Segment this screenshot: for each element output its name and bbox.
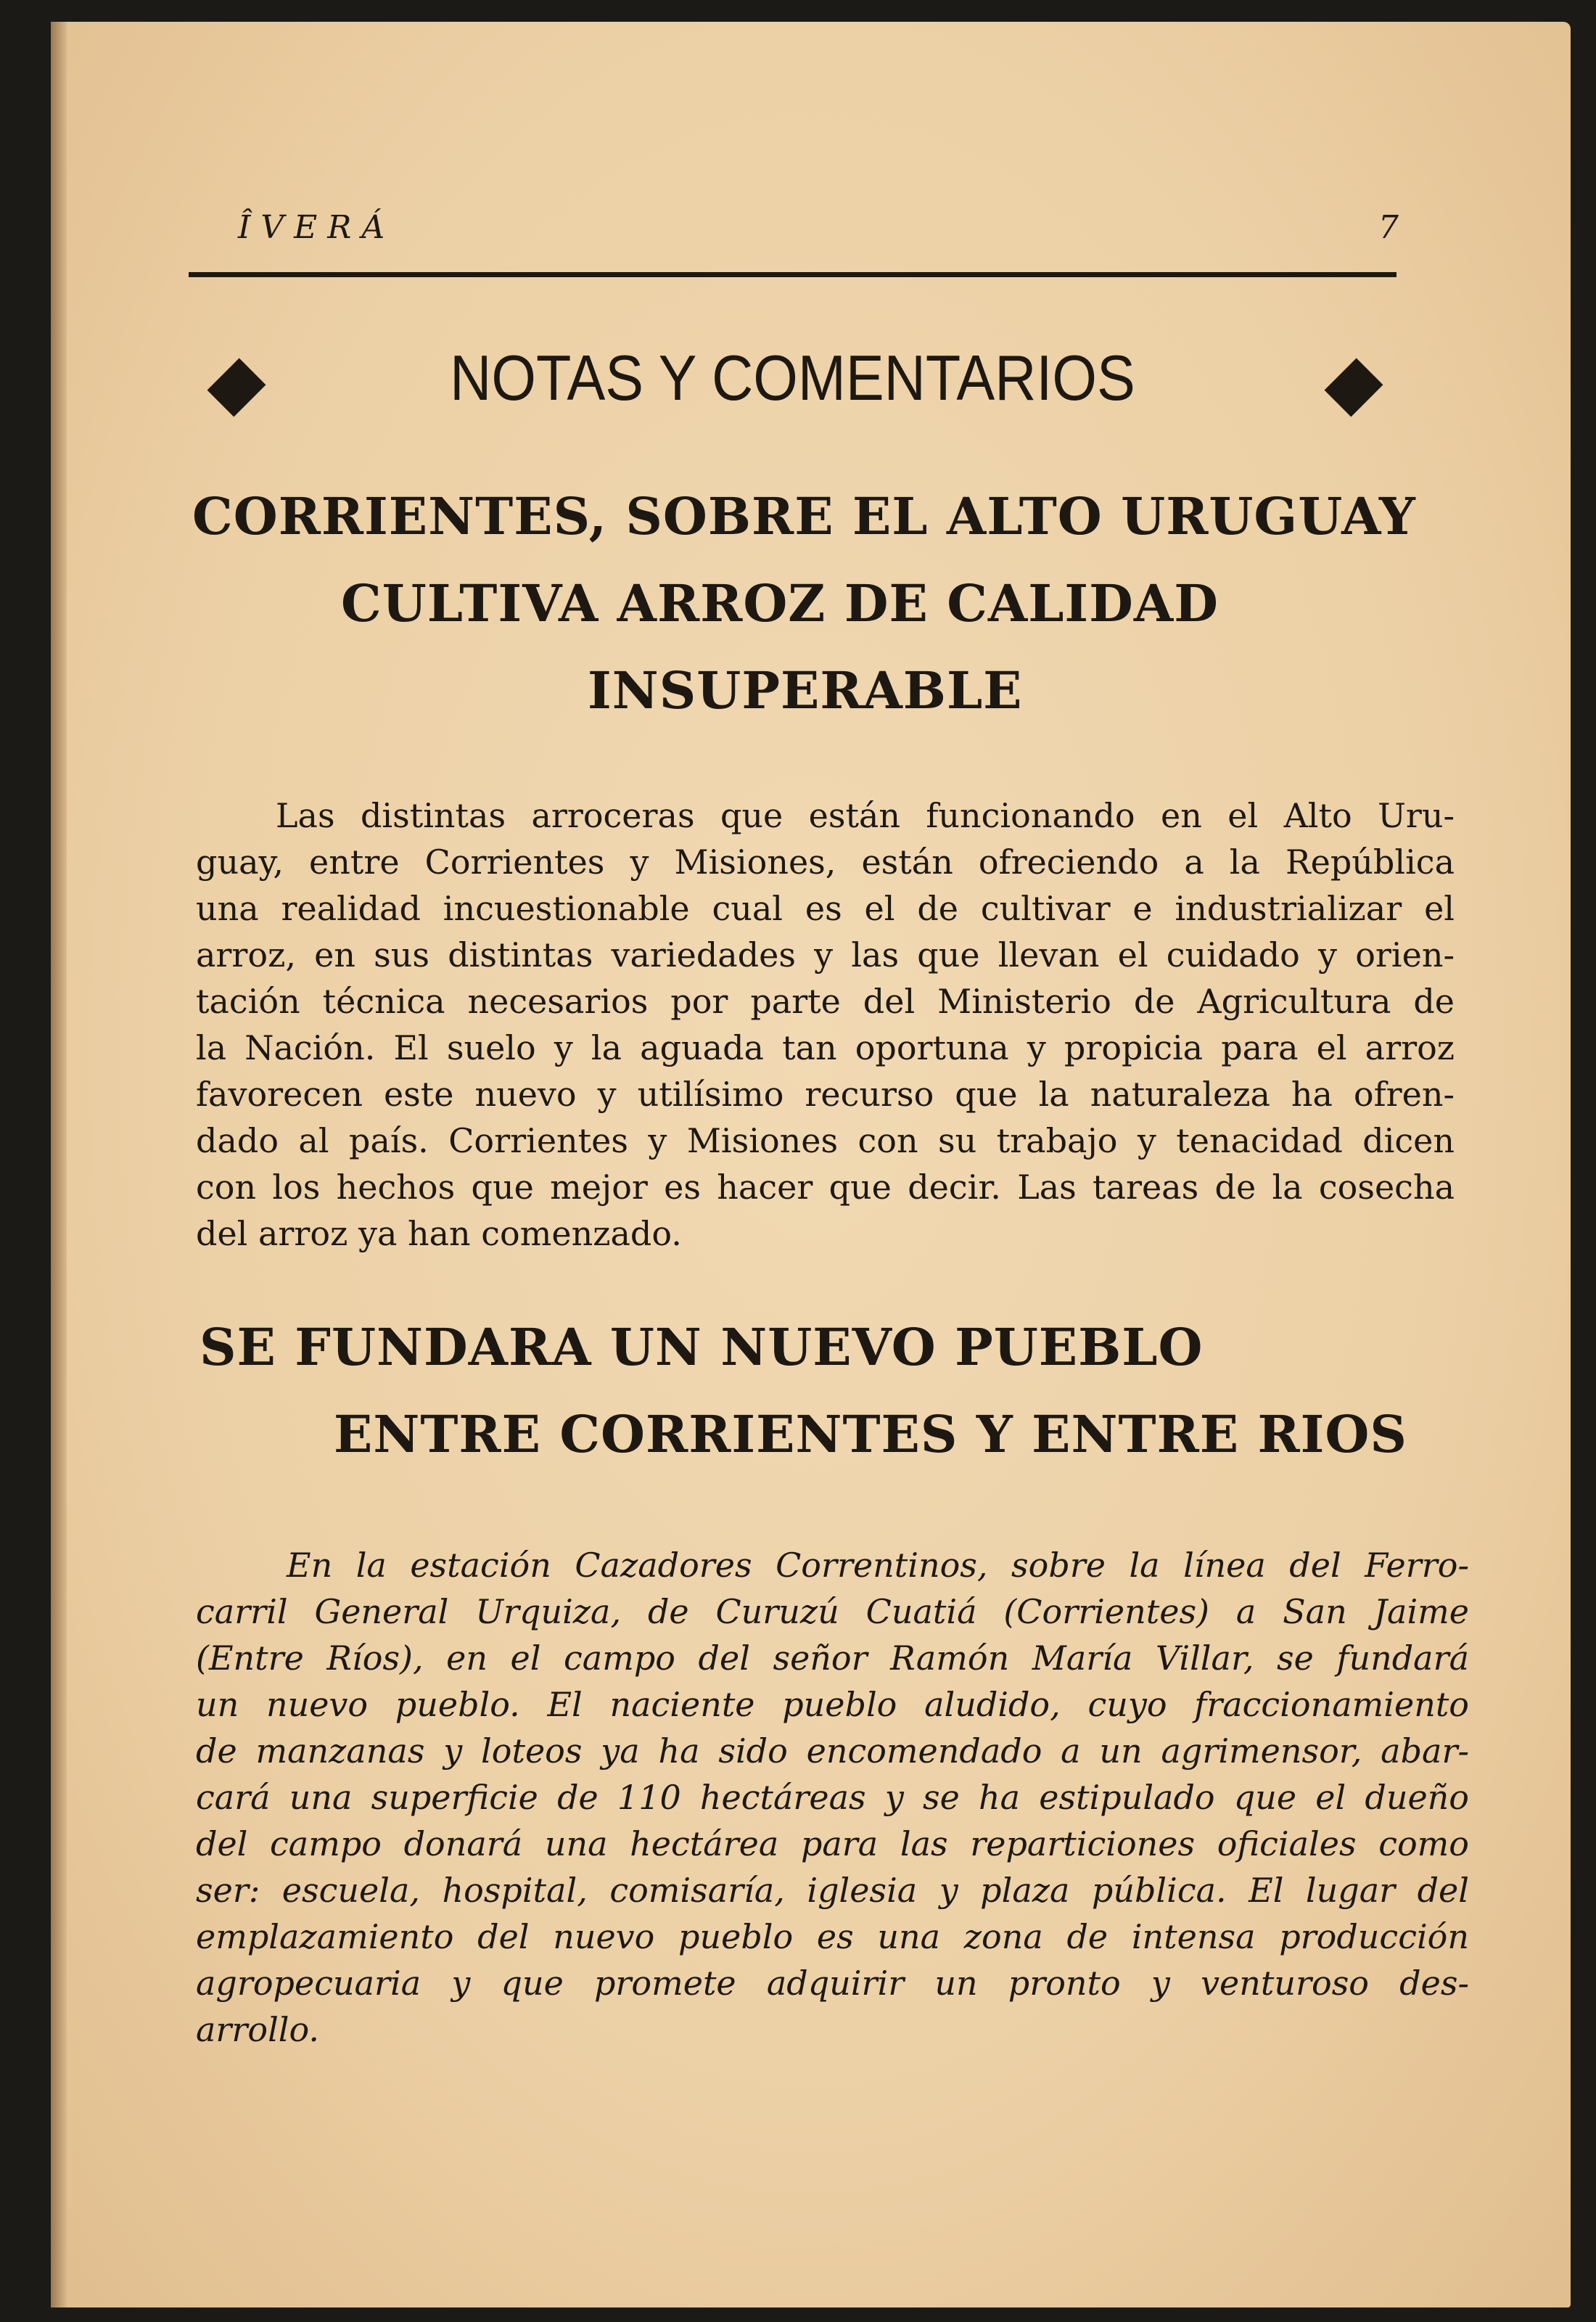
body-line: tación técnica necesarios por parte del Ministerio de Agricultura de <box>196 982 1455 1021</box>
article2-headline-line: ENTRE CORRIENTES Y ENTRE RIOS <box>334 1404 1407 1464</box>
body-line: ser: escuela, hospital, comisaría, iglesia y plaza pública. El lugar del <box>196 1871 1469 1910</box>
article1-headline-line: INSUPERABLE <box>588 660 1023 721</box>
body-line: (Entre Ríos), en el campo del señor Ramón María Villar, se fundará <box>196 1638 1469 1678</box>
body-line: favorecen este nuevo y utilísimo recurso que la naturaleza ha ofren- <box>196 1075 1455 1114</box>
article1-headline-line: CORRIENTES, SOBRE EL ALTO URUGUAY <box>192 486 1416 546</box>
body-line: dado al país. Corrientes y Misiones con su trabajo y tenacidad dicen <box>196 1121 1455 1160</box>
body-line: emplazamiento del nuevo pueblo es una zona de intensa producción <box>196 1917 1469 1956</box>
body-line: del campo donará una hectárea para las reparticiones oficiales como <box>196 1824 1469 1863</box>
body-line: con los hechos que mejor es hacer que decir. Las tareas de la cosecha <box>196 1168 1455 1207</box>
body-line: carril General Urquiza, de Curuzú Cuatiá (Corrientes) a San Jaime <box>196 1592 1469 1631</box>
article1-headline-line: CULTIVA ARROZ DE CALIDAD <box>341 573 1219 633</box>
body-line: cará una superficie de 110 hectáreas y se ha estipulado que el dueño <box>196 1778 1469 1817</box>
body-line: una realidad incuestionable cual es el de cultivar e industrializar el <box>196 889 1455 928</box>
body-line: del arroz ya han comenzado. <box>196 1214 682 1253</box>
page-number: 7 <box>1378 209 1409 246</box>
body-line: de manzanas y loteos ya ha sido encomendado a un agrimensor, abar- <box>196 1731 1469 1771</box>
header-rule <box>189 272 1396 277</box>
body-line: Las distintas arroceras que están funcionando en el Alto Uru- <box>276 796 1455 835</box>
body-line: arrollo. <box>196 2010 320 2049</box>
running-title: ÎVERÁ <box>238 209 395 246</box>
magazine-page <box>51 22 1571 2307</box>
page-gutter <box>51 22 67 2307</box>
section-title: NOTAS Y COMENTARIOS <box>450 342 1135 414</box>
body-line: arroz, en sus distintas variedades y las que llevan el cuidado y orien- <box>196 935 1455 975</box>
body-line: un nuevo pueblo. El naciente pueblo aludido, cuyo fraccionamiento <box>196 1685 1469 1724</box>
body-line: agropecuaria y que promete adquirir un pronto y venturoso des- <box>196 1964 1469 2003</box>
body-line: guay, entre Corrientes y Misiones, están ofreciendo a la República <box>196 842 1455 882</box>
body-line: la Nación. El suelo y la aguada tan oportuna y propicia para el arroz <box>196 1028 1455 1067</box>
body-line: En la estación Cazadores Correntinos, sobre la línea del Ferro- <box>287 1546 1469 1585</box>
article2-headline-line: SE FUNDARA UN NUEVO PUEBLO <box>200 1317 1204 1377</box>
